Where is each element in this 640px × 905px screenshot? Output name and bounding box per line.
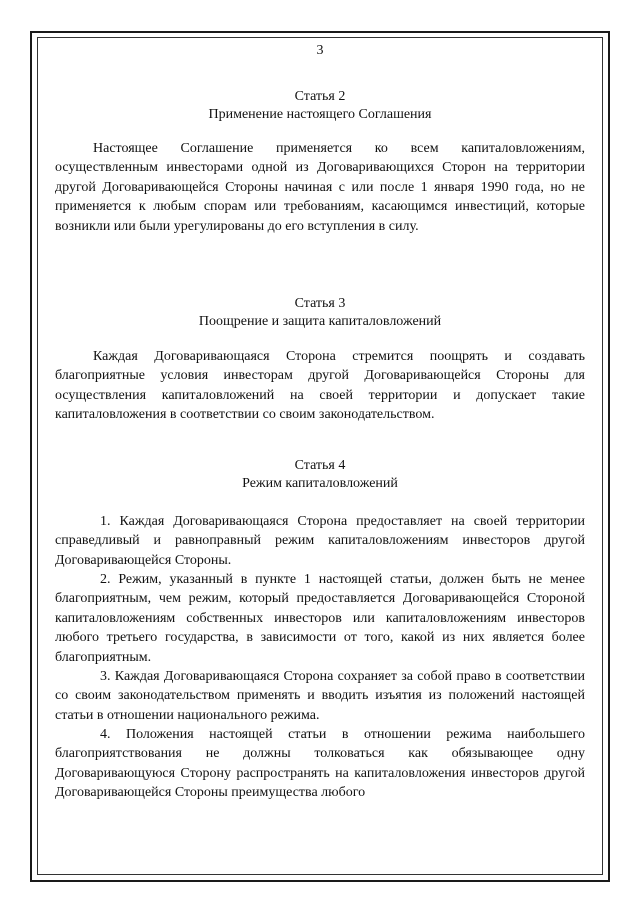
page-number: 3 [316, 43, 324, 58]
article-4-number: Статья 4 [294, 458, 346, 473]
article-4-title: Режим капиталовложений [242, 476, 398, 491]
article-2-paragraph: Настоящее Соглашение применяется ко всем капиталовложениям, осуществленным инвесторами одной из Договаривающихся Сторон на территории другой Договаривающейся Стороны начиная с или после 1 января 1990 года, но не применяется к любым спорам или требованиям, касающимся инвестиций, которые возникли или были урегулированы до его вступления в силу. [55, 141, 585, 234]
article-3-title: Поощрение и защита капиталовложений [198, 314, 442, 329]
article-3-paragraph: Каждая Договаривающаяся Сторона стремится поощрять и создавать благоприятные условия инвесторам другой Договаривающейся Стороны для осуществления капиталовложений на своей территории и допускает такие капиталовложения в соответствии со своим законодательством. [55, 349, 585, 423]
article-4-paragraph-3: 3. Каждая Договаривающаяся Сторона сохраняет за собой право в соответствии со своим законодательством применять и вводить изъятия из положений настоящей статьи в отношении национального режима. [55, 669, 585, 723]
article-2-title: Применение настоящего Соглашения [208, 107, 432, 122]
article-3-number: Статья 3 [294, 296, 346, 311]
article-4-paragraph-4: 4. Положения настоящей статьи в отношении режима наибольшего благоприятствования не должны толковаться как обязывающее одну Договаривающуюся Сторону распространять на капиталовложения инвесторов другой Договаривающейся Стороны преимущества любого [55, 727, 585, 801]
article-2-number: Статья 2 [294, 89, 346, 104]
article-4-paragraph-1: 1. Каждая Договаривающаяся Сторона предоставляет на своей территории справедливый и равноправный режим капиталовложениям инвесторов другой Договаривающейся Стороны. [55, 514, 585, 568]
article-4-paragraph-2: 2. Режим, указанный в пункте 1 настоящей статьи, должен быть не менее благоприятным, чем режим, который предоставляется Договаривающейся Стороной капиталовложениям собственных инвесторов или капиталовложениям инвесторов любого третьего государства, в зависимости от того, какой из них является более благоприятным. [55, 572, 585, 665]
